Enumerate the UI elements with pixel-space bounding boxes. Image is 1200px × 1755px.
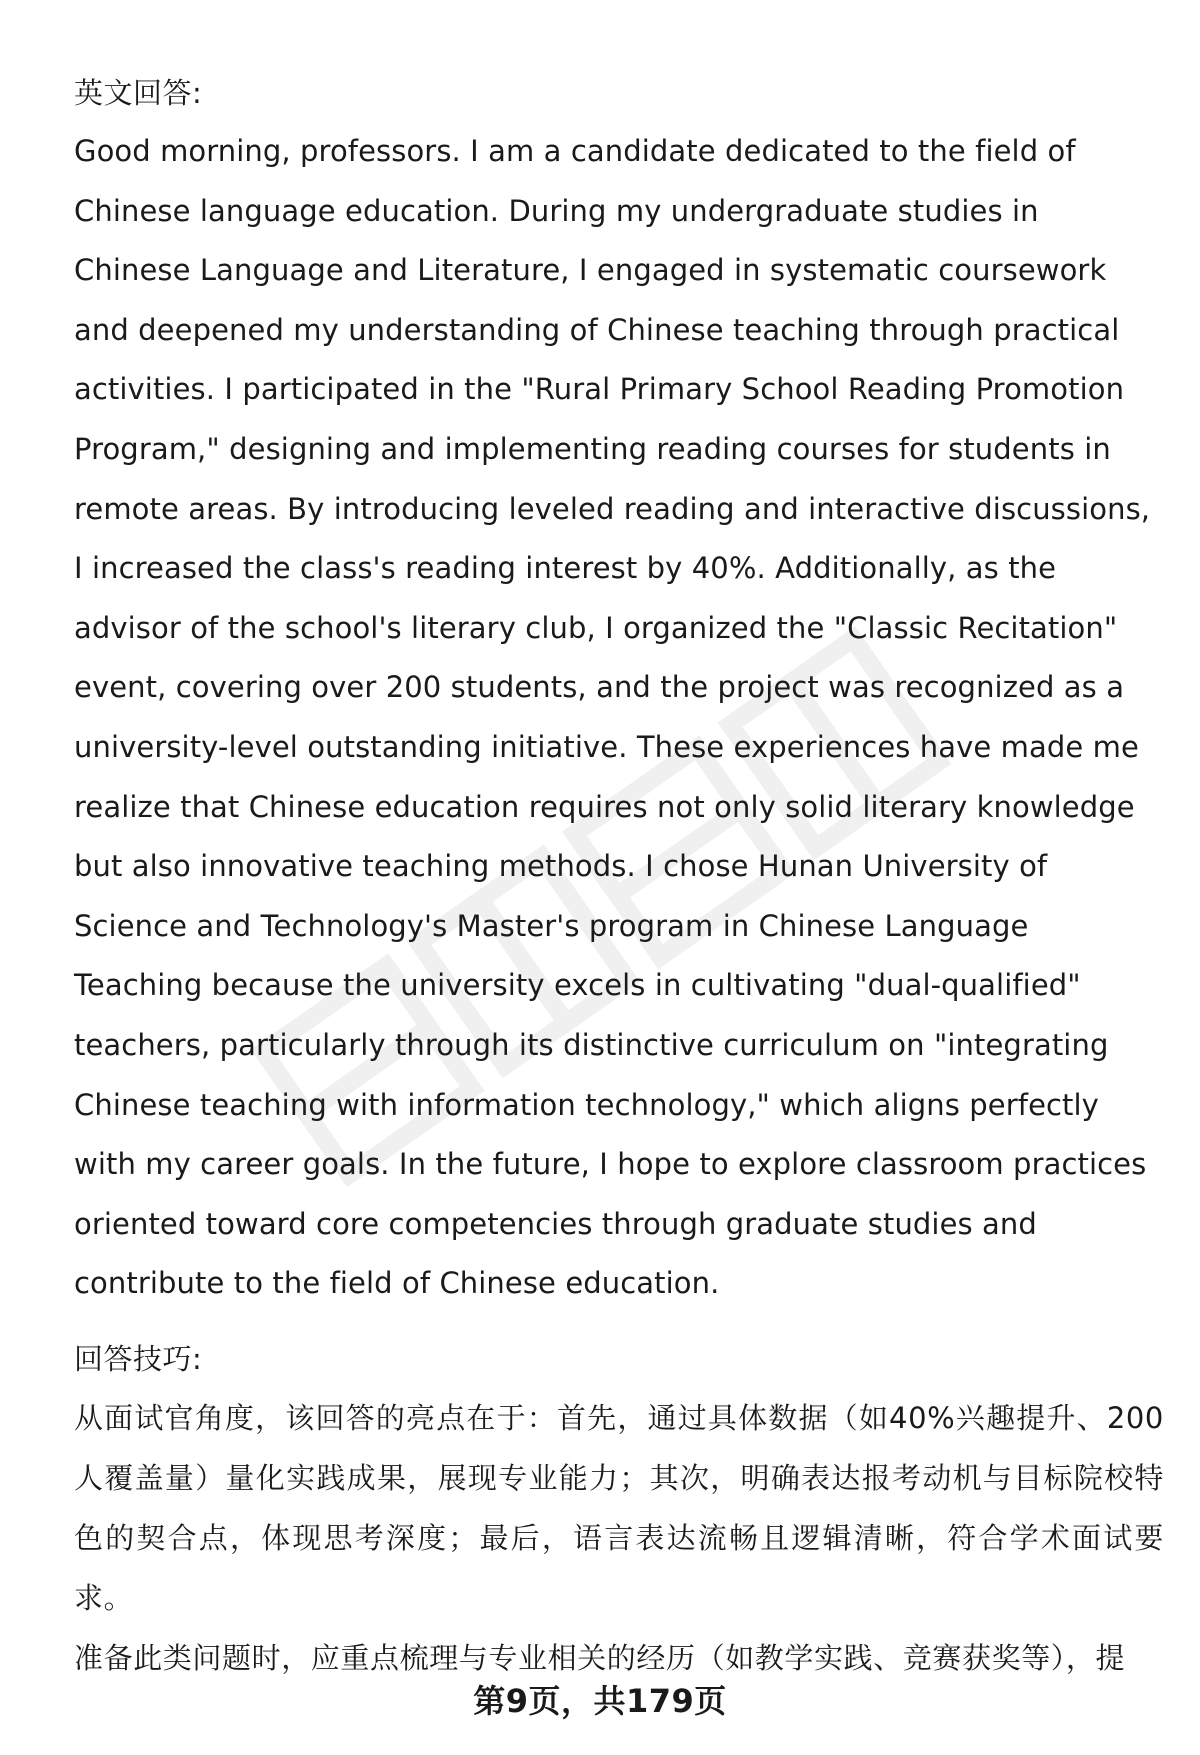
english-answer-paragraph: Good morning, professors. I am a candidate dedicated to the field of Chinese language education. During my undergraduate studies in Chinese Language and Literature, I engaged in systematic coursework and deepened my understanding of Chinese teaching through practical activities. I participated in the "Rural Primary School Reading Promotion Program," designing and implementing reading courses for students in remote areas. By introducing leveled reading and interactive discussions, I increased the class's reading interest by 40%. Additionally, as the advisor of the school's literary club, I organized the "Classic Recitation" event, covering over 200 students, and the project was recognized as a university-level outstanding initiative. These experiences have made me realize that Chinese education requires not only solid literary knowledge but also innovative teaching methods. I chose Hunan University of Science and Technology's Master's program in Chinese Language Teaching because the university excels in cultivating "dual-qualified" teachers, particularly through its distinctive curriculum on "integrating Chinese teaching with information technology," which aligns perfectly with my career goals. In the future, I hope to explore classroom practices oriented toward core competencies through graduate studies and contribute to the field of Chinese education. bbox=[74, 134, 1151, 1301]
page-indicator: 第9页，共179页 bbox=[473, 1682, 727, 1720]
section-spacer bbox=[74, 1314, 1164, 1330]
document-content bbox=[74, 64, 1164, 1688]
english-answer-heading: 英文回答: bbox=[74, 76, 203, 110]
tips-paragraph-continued: 准备此类问题时，应重点梳理与专业相关的经历（如教学实践、竞赛获奖等），提 bbox=[74, 1640, 1126, 1675]
tips-heading: 回答技巧: bbox=[74, 1341, 203, 1376]
tips-paragraph: 从面试官角度，该回答的亮点在于：首先，通过具体数据（如40%兴趣提升、200人覆盖量）量化实践成果，展现专业能力；其次，明确表达报考动机与目标院校特色的契合点，体现思考深度；最后，语言表达流畅且逻辑清晰，符合学术面试要求。 bbox=[74, 1400, 1164, 1615]
